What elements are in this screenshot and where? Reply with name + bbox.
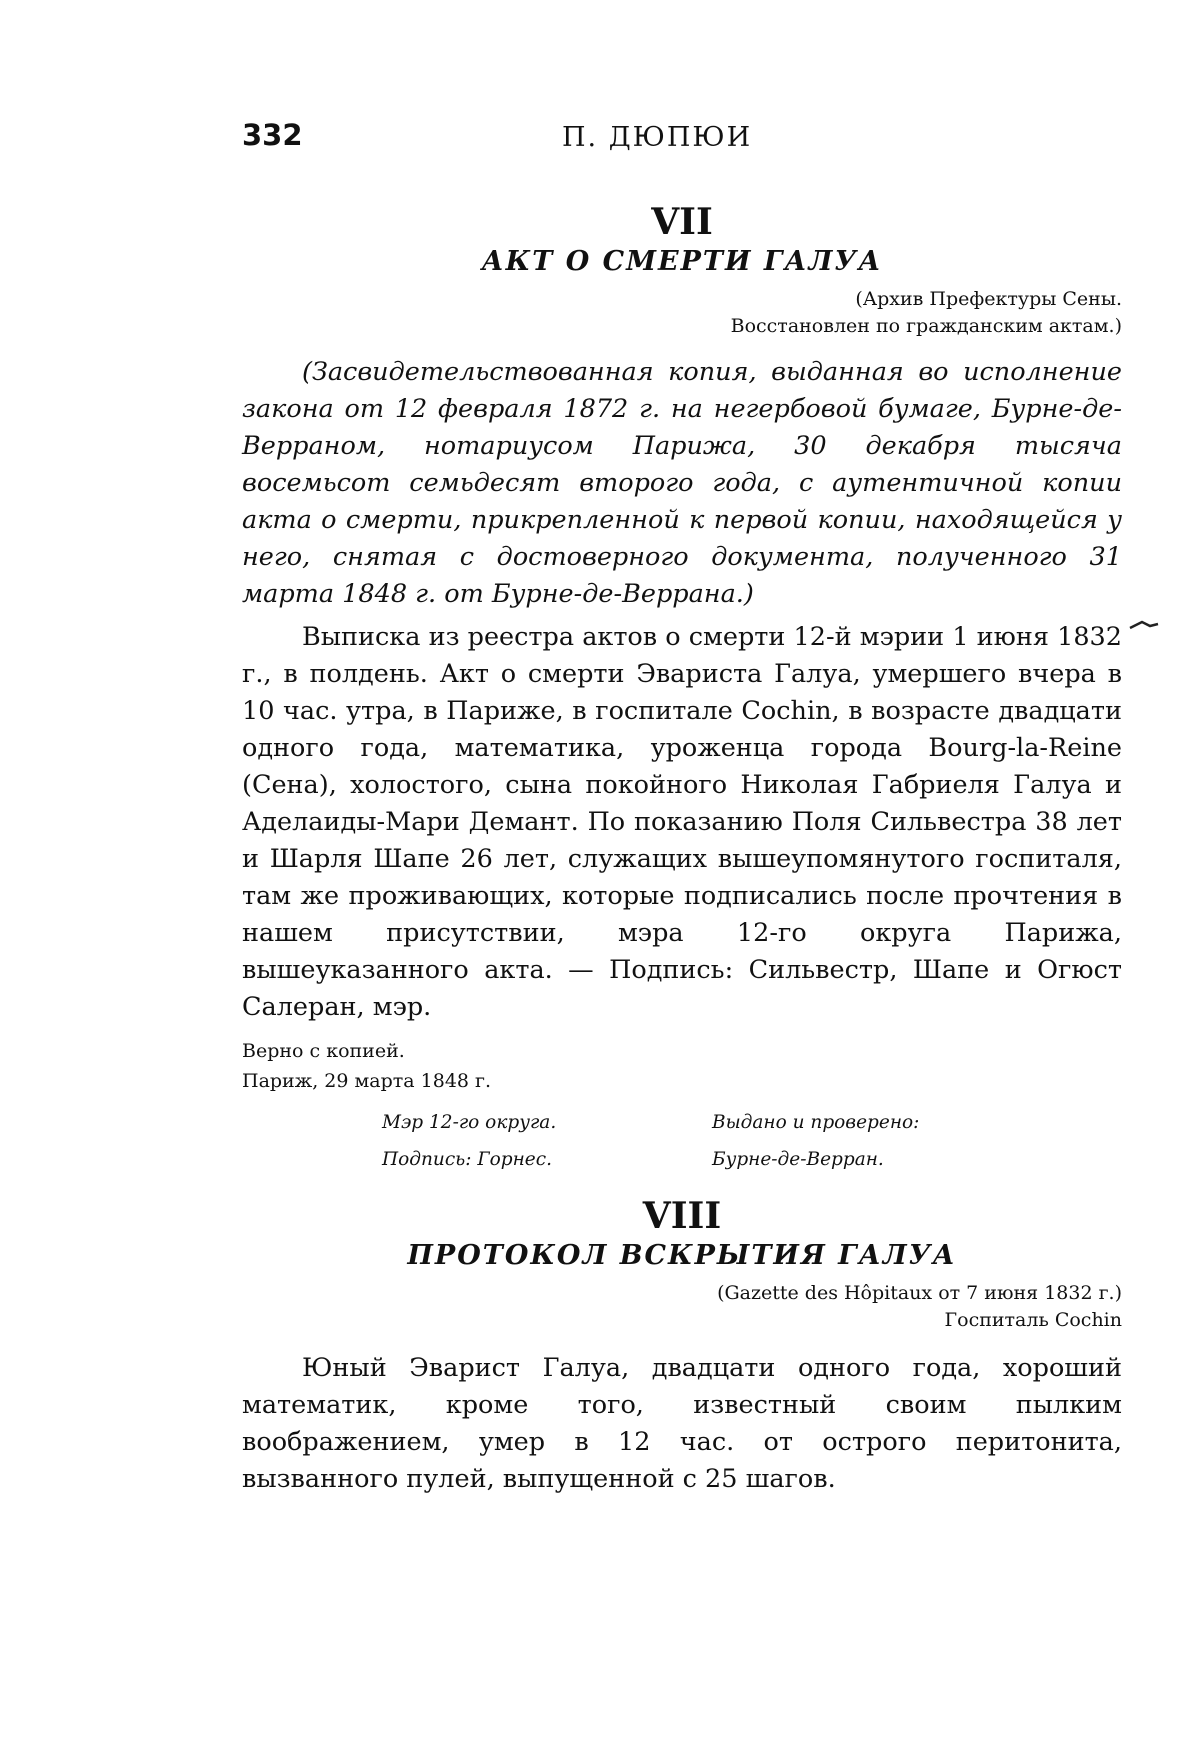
section-title: ПРОТОКОЛ ВСКРЫТИЯ ГАЛУА	[407, 1240, 957, 1271]
signature-right: Выдано и проверено:	[712, 1112, 920, 1133]
section-title: АКТ О СМЕРТИ ГАЛУА	[481, 246, 883, 277]
source-note: (Gazette des Hôpitaux от 7 июня 1832 г.)	[717, 1282, 1122, 1304]
page-content	[242, 200, 1122, 1498]
source-note: Госпиталь Cochin	[944, 1309, 1122, 1331]
running-head-author: П. ДЮПЮИ	[562, 122, 753, 153]
source-note: Восстановлен по гражданским актам.)	[730, 315, 1122, 337]
signature-block	[382, 1104, 1122, 1178]
section-number: VIII	[642, 1195, 722, 1237]
section-viii	[242, 1194, 1122, 1498]
section-number: VII	[651, 201, 713, 243]
certified-note: Верно с копией.	[242, 1040, 405, 1062]
running-head	[242, 118, 1122, 158]
section-vii	[242, 200, 1122, 1178]
signature-right: Бурне-де-Верран.	[712, 1149, 884, 1170]
place-date: Париж, 29 марта 1848 г.	[242, 1070, 492, 1092]
page-number: 332	[242, 118, 303, 152]
signature-left: Мэр 12-го округа.	[382, 1112, 557, 1133]
signature-row	[382, 1141, 1122, 1178]
certification-paragraph: (Засвидетельствованная копия, выданная во исполнение закона от 12 февраля 1872 г. на негербовой бумаге, Бурне-де-Верраном, нотариусом Парижа, 30 декабря тысяча восемьсот семьдесят второго года, с аутентичной копии акта о смерти, прикрепленной к первой копии, находящейся у него, снятая с достоверного документа, полученного 31 марта 1848 г. от Бурне-де-Веррана.)	[242, 357, 1122, 609]
autopsy-paragraph: Юный Эварист Галуа, двадцати одного года, хороший математик, кроме того, известный своим пылким воображением, умер в 12 час. от острого перитонита, вызванного пулей, выпущенной с 25 шагов.	[242, 1353, 1122, 1494]
margin-mark-icon	[1128, 618, 1160, 632]
signature-row	[382, 1104, 1122, 1141]
signature-left: Подпись: Горнес.	[382, 1149, 552, 1170]
death-record-paragraph: Выписка из реестра актов о смерти 12-й мэрии 1 июня 1832 г., в полдень. Акт о смерти Эвариста Галуа, умершего вчера в 10 час. утра, в Париже, в госпитале Cochin, в возрасте двадцати одного года, математика, уроженца города Bourg-la-Reine (Сена), холостого, сына покойного Николая Габриеля Галуа и Аделаиды-Мари Демант. По показанию Поля Сильвестра 38 лет и Шарля Шапе 26 лет, служащих вышеупомянутого госпиталя, там же проживающих, которые подписались после прочтения в нашем присутствии, мэра 12-го округа Парижа, вышеуказанного акта. — Подпись: Сильвестр, Шапе и Огюст Салеран, мэр.	[242, 622, 1122, 1022]
source-note: (Архив Префектуры Сены.	[855, 288, 1122, 310]
